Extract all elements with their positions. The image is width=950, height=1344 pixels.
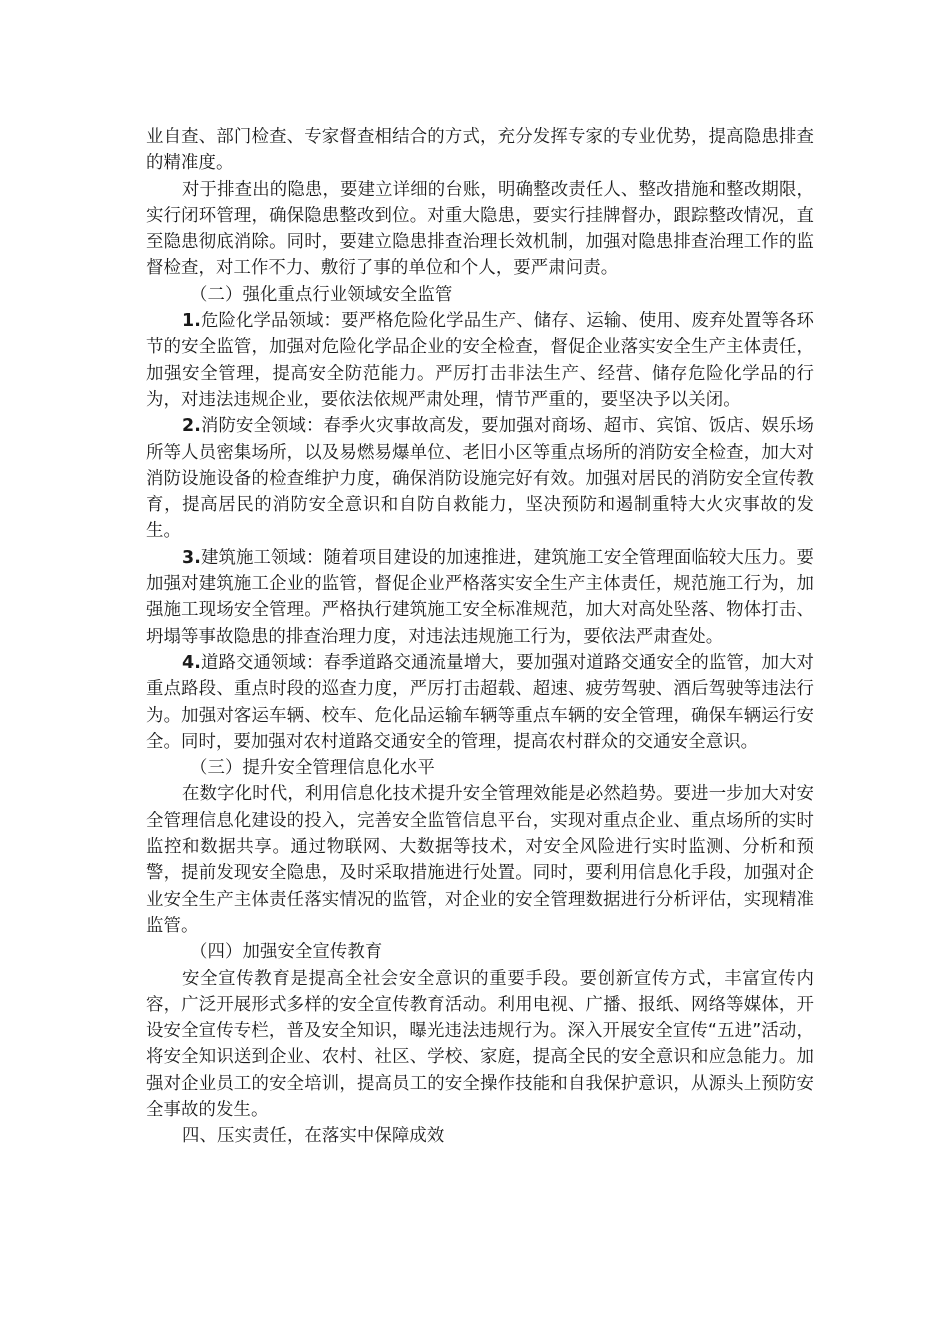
paragraph-hazard-rectification — [146, 177, 814, 282]
item-number: 3. — [182, 547, 201, 568]
numbered-item-road-traffic — [146, 650, 814, 755]
section-heading-responsibility — [146, 1123, 814, 1149]
document-body — [146, 124, 814, 1150]
paragraph-safety-education — [146, 966, 814, 1124]
paragraph-text: 对于排查出的隐患，要建立详细的台账，明确整改责任人、整改措施和整改期限，实行闭环管理，确保隐患整改到位。对重大隐患，要实行挂牌督办，跟踪整改情况，直至隐患彻底消除。同时，要建立隐患排查治理长效机制，加强对隐患排查治理工作的监督检查，对工作不力、敷衍了事的单位和个人，要严肃问责。 — [146, 179, 814, 279]
paragraph-informatization — [146, 781, 814, 939]
paragraph-continuation — [146, 124, 814, 177]
numbered-item-construction — [146, 545, 814, 650]
item-text: 消防安全领域：春季火灾事故高发，要加强对商场、超市、宾馆、饭店、娱乐场所等人员密集场所，以及易燃易爆单位、老旧小区等重点场所的消防安全检查，加大对消防设施设备的检查维护力度，确保消防设施完好有效。加强对居民的消防安全宣传教育，提高居民的消防安全意识和自防自救能力，坚决预防和遏制重特大火灾事故的发生。 — [146, 416, 814, 542]
item-text: 道路交通领域：春季道路交通流量增大，要加强对道路交通安全的监管，加大对重点路段、重点时段的巡查力度，严厉打击超载、超速、疲劳驾驶、酒后驾驶等违法行为。加强对客运车辆、校车、危化品运输车辆等重点车辆的安全管理，确保车辆运行安全。同时，要加强对农村道路交通安全的管理，提高农村群众的交通安全意识。 — [146, 652, 814, 752]
section-heading-informatization — [146, 755, 814, 781]
heading-text: 四、压实责任，在落实中保障成效 — [182, 1126, 445, 1147]
section-heading-key-industries — [146, 282, 814, 308]
item-text: 危险化学品领域：要严格危险化学品生产、储存、运输、使用、废弃处置等各环节的安全监管，加强对危险化学品企业的安全检查，督促企业落实安全生产主体责任，加强安全管理，提高安全防范能力。严厉打击非法生产、经营、储存危险化学品的行为，对违法违规企业，要依法依规严肃处理，情节严重的，要坚决予以关闭。 — [146, 311, 814, 410]
section-heading-safety-education — [146, 939, 814, 965]
paragraph-text: 在数字化时代，利用信息化技术提升安全管理效能是必然趋势。要进一步加大对安全管理信息化建设的投入，完善安全监管信息平台，实现对重点企业、重点场所的实时监控和数据共享。通过物联网、大数据等技术，对安全风险进行实时监测、分析和预警，提前发现安全隐患，及时采取措施进行处置。同时，要利用信息化手段，加强对企业安全生产主体责任落实情况的监管，对企业的安全管理数据进行分析评估，实现精准监管。 — [146, 784, 814, 936]
item-number: 1. — [182, 311, 201, 332]
heading-text: （二）强化重点行业领域安全监管 — [190, 284, 453, 305]
heading-text: （四）加强安全宣传教育 — [190, 942, 383, 963]
heading-text: （三）提升安全管理信息化水平 — [190, 758, 435, 779]
item-number: 4. — [182, 652, 201, 673]
paragraph-text: 业自查、部门检查、专家督查相结合的方式，充分发挥专家的专业优势，提高隐患排查的精准度。 — [146, 127, 814, 174]
numbered-item-fire-safety — [146, 413, 814, 544]
paragraph-text: 安全宣传教育是提高全社会安全意识的重要手段。要创新宣传方式，丰富宣传内容，广泛开展形式多样的安全宣传教育活动。利用电视、广播、报纸、网络等媒体，开设安全宣传专栏，普及安全知识，曝光违法违规行为。深入开展安全宣传“五进”活动，将安全知识送到企业、农村、社区、学校、家庭，提高全民的安全意识和应急能力。加强对企业员工的安全培训，提高员工的安全操作技能和自我保护意识，从源头上预防安全事故的发生。 — [146, 968, 814, 1120]
numbered-item-hazardous-chemicals — [146, 308, 814, 413]
item-number: 2. — [182, 416, 201, 437]
item-text: 建筑施工领域：随着项目建设的加速推进，建筑施工安全管理面临较大压力。要加强对建筑施工企业的监管，督促企业严格落实安全生产主体责任，规范施工行为，加强施工现场安全管理。严格执行建筑施工安全标准规范，加大对高处坠落、物体打击、坍塌等事故隐患的排查治理力度，对违法违规施工行为，要依法严肃查处。 — [146, 547, 814, 647]
